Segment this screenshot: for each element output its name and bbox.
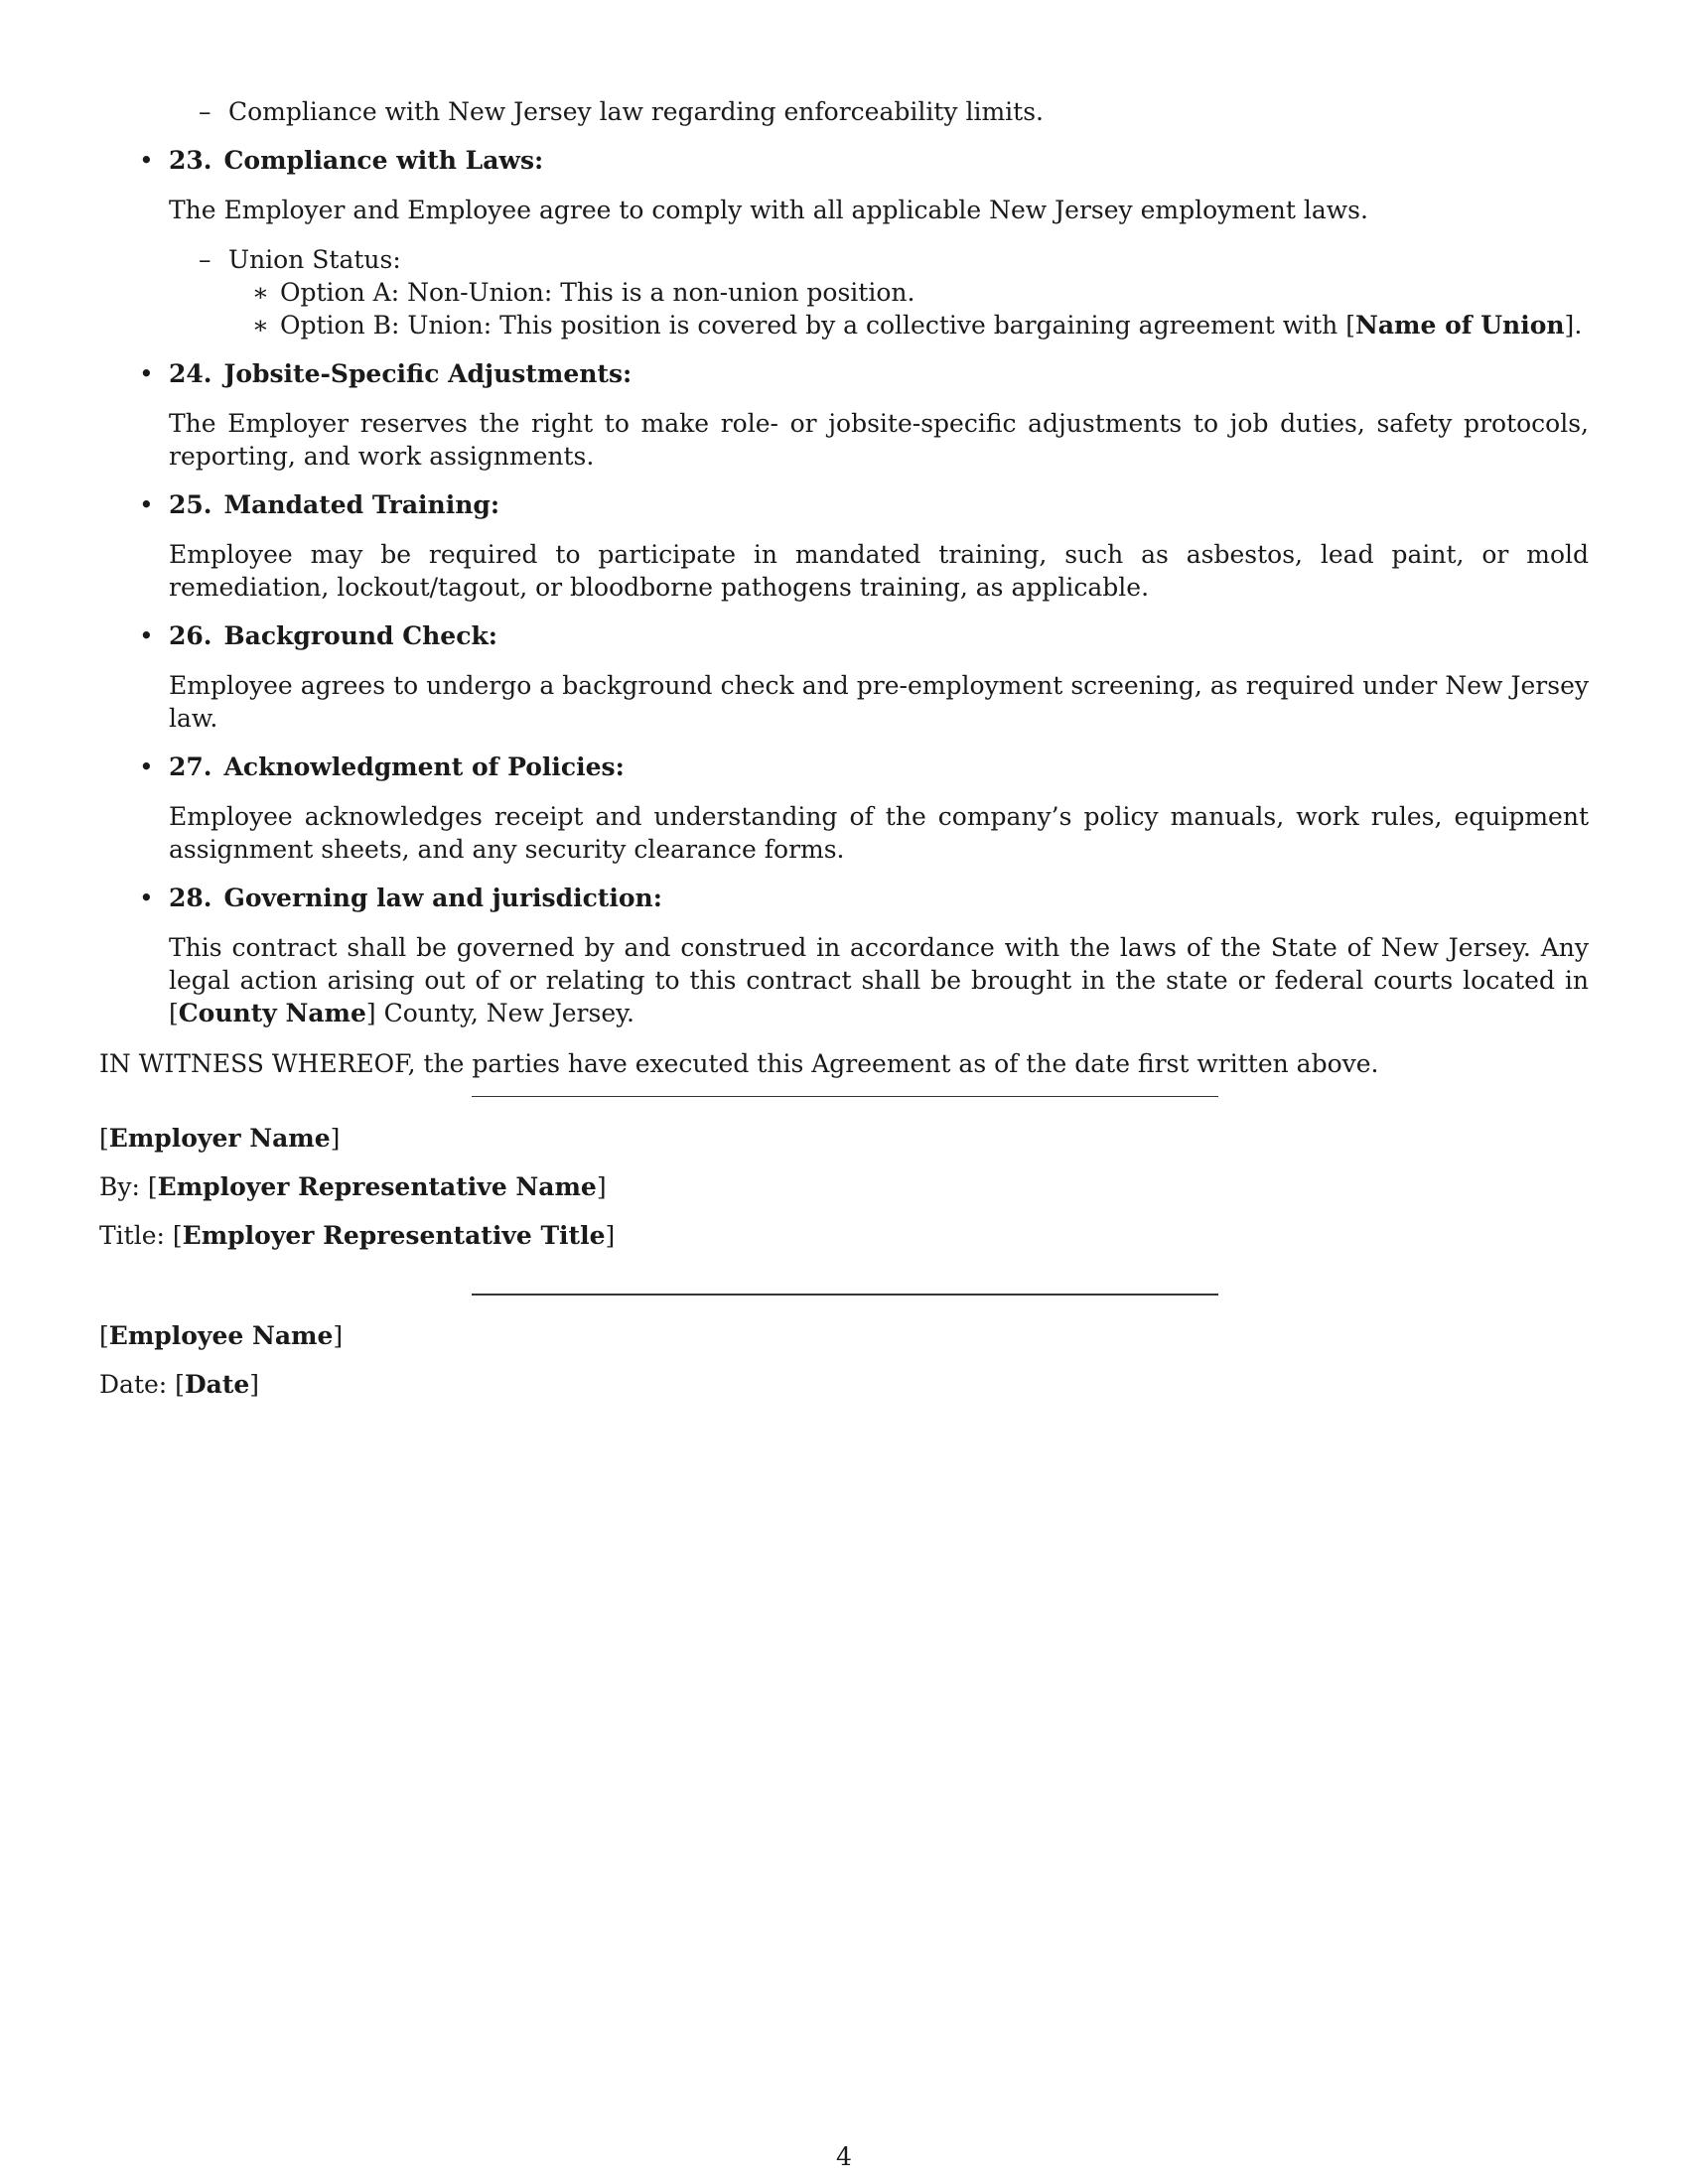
document-content bbox=[99, 95, 1589, 1105]
section-heading bbox=[169, 751, 1589, 783]
employer-rep-title-placeholder: Employer Representative Title bbox=[182, 1221, 606, 1250]
union-name-placeholder: Name of Union bbox=[1354, 311, 1565, 340]
section-body-text: This contract shall be governed by and construed in accordance with the laws of the State of New Jersey. Any legal action arising out of or relating to this contract shall be brought in the state or federal courts located in bbox=[169, 933, 1589, 995]
dash-marker: – bbox=[199, 245, 211, 274]
section-number: 28. bbox=[169, 884, 212, 912]
employee-signature-line bbox=[472, 1294, 1218, 1296]
employer-rep-name-placeholder: Employer Representative Name bbox=[157, 1172, 597, 1201]
section-body: Employee may be required to participate in mandated training, such as asbestos, lead paint, or mold remediation, lockout/tagout, or bloodborne pathogens training, as applicable. bbox=[169, 540, 1589, 602]
section-24 bbox=[139, 357, 1589, 473]
section-body: Employee acknowledges receipt and understanding of the company’s policy manuals, work rules, equipment assignment sheets, and any security clearance forms. bbox=[169, 802, 1589, 864]
county-name-placeholder: County Name bbox=[178, 999, 366, 1027]
section-body: The Employer reserves the right to make role- or jobsite-specific adjustments to job duties, safety protocols, reporting, and work assignments. bbox=[169, 409, 1589, 471]
option-a-text: Option A: Non-Union: This is a non-union position. bbox=[280, 278, 915, 307]
dash-marker: – bbox=[199, 97, 211, 126]
employer-name-placeholder: Employer Name bbox=[108, 1124, 331, 1153]
bullet-icon: • bbox=[139, 359, 154, 388]
asterisk-marker: ∗ bbox=[252, 311, 269, 340]
option-b-item: ∗ Option B: Union: This position is covered by a collective bargaining agreement with [Name of Union]. bbox=[252, 311, 1583, 340]
witness-clause: IN WITNESS WHEREOF, the parties have executed this Agreement as of the date first written above. bbox=[99, 1049, 1379, 1078]
section-26 bbox=[139, 619, 1589, 735]
option-a-item bbox=[252, 276, 1589, 309]
list-item-text: Compliance with New Jersey law regarding enforceability limits. bbox=[228, 97, 1044, 126]
section-title: Acknowledgment of Policies: bbox=[223, 752, 625, 781]
section-body: The Employer and Employee agree to comply with all applicable New Jersey employment laws. bbox=[169, 196, 1368, 224]
section-heading bbox=[169, 619, 1589, 652]
section-heading bbox=[169, 144, 1589, 177]
employee-signature-block bbox=[99, 1319, 343, 1417]
section-heading bbox=[169, 357, 1589, 390]
employee-date-line: Date: [Date] bbox=[99, 1370, 260, 1399]
employer-signature-block bbox=[99, 1122, 615, 1268]
section-27 bbox=[139, 751, 1589, 866]
section-28 bbox=[139, 882, 1589, 1029]
section-heading bbox=[169, 882, 1589, 914]
date-placeholder: Date bbox=[184, 1370, 250, 1399]
section-body-suffix: County, New Jersey. bbox=[375, 999, 634, 1027]
section-23 bbox=[139, 144, 1589, 341]
employer-signature-line bbox=[472, 1096, 1218, 1097]
page-number: 4 bbox=[836, 2142, 852, 2171]
section-heading bbox=[169, 488, 1589, 521]
employee-name-line: [Employee Name] bbox=[99, 1321, 344, 1350]
bullet-icon: • bbox=[139, 146, 154, 175]
section-25 bbox=[139, 488, 1589, 604]
union-status-item bbox=[199, 243, 1589, 276]
section-number: 27. bbox=[169, 752, 212, 781]
bullet-icon: • bbox=[139, 621, 154, 650]
section-number: 23. bbox=[169, 146, 212, 175]
employer-by-line: By: [Employer Representative Name] bbox=[99, 1172, 607, 1201]
union-status-label: Union Status: bbox=[228, 245, 401, 274]
section-body: This contract shall be governed by and construed in accordance with the laws of the State of New Jersey. Any legal action arising out of or relating to this contract shall be brought in the state or federal courts located in [County Name] County, New Jersey. bbox=[169, 933, 1589, 1027]
section-number: 24. bbox=[169, 359, 212, 388]
section-body: Employee agrees to undergo a background check and pre-employment screening, as required under New Jersey law. bbox=[169, 671, 1589, 733]
list-item bbox=[199, 95, 1589, 128]
section-title: Jobsite-Specific Adjustments: bbox=[223, 359, 633, 388]
title-label: Title: bbox=[99, 1221, 173, 1250]
employer-name-line: [Employer Name] bbox=[99, 1124, 341, 1153]
option-b-suffix: . bbox=[1574, 311, 1583, 340]
option-b-text: Option B: Union: This position is covered by a collective bargaining agreement with bbox=[280, 311, 1346, 340]
bullet-icon: • bbox=[139, 884, 154, 912]
section-number: 26. bbox=[169, 621, 212, 650]
section-title: Background Check: bbox=[223, 621, 497, 650]
employee-name-placeholder: Employee Name bbox=[108, 1321, 334, 1350]
section-title: Mandated Training: bbox=[223, 490, 500, 519]
section-title: Governing law and jurisdiction: bbox=[223, 884, 662, 912]
employer-title-line: Title: [Employer Representative Title] bbox=[99, 1221, 616, 1250]
by-label: By: bbox=[99, 1172, 148, 1201]
section-number: 25. bbox=[169, 490, 212, 519]
bullet-icon: • bbox=[139, 752, 154, 781]
date-label: Date: bbox=[99, 1370, 176, 1399]
section-title: Compliance with Laws: bbox=[223, 146, 544, 175]
asterisk-marker: ∗ bbox=[252, 278, 269, 307]
bullet-icon: • bbox=[139, 490, 154, 519]
